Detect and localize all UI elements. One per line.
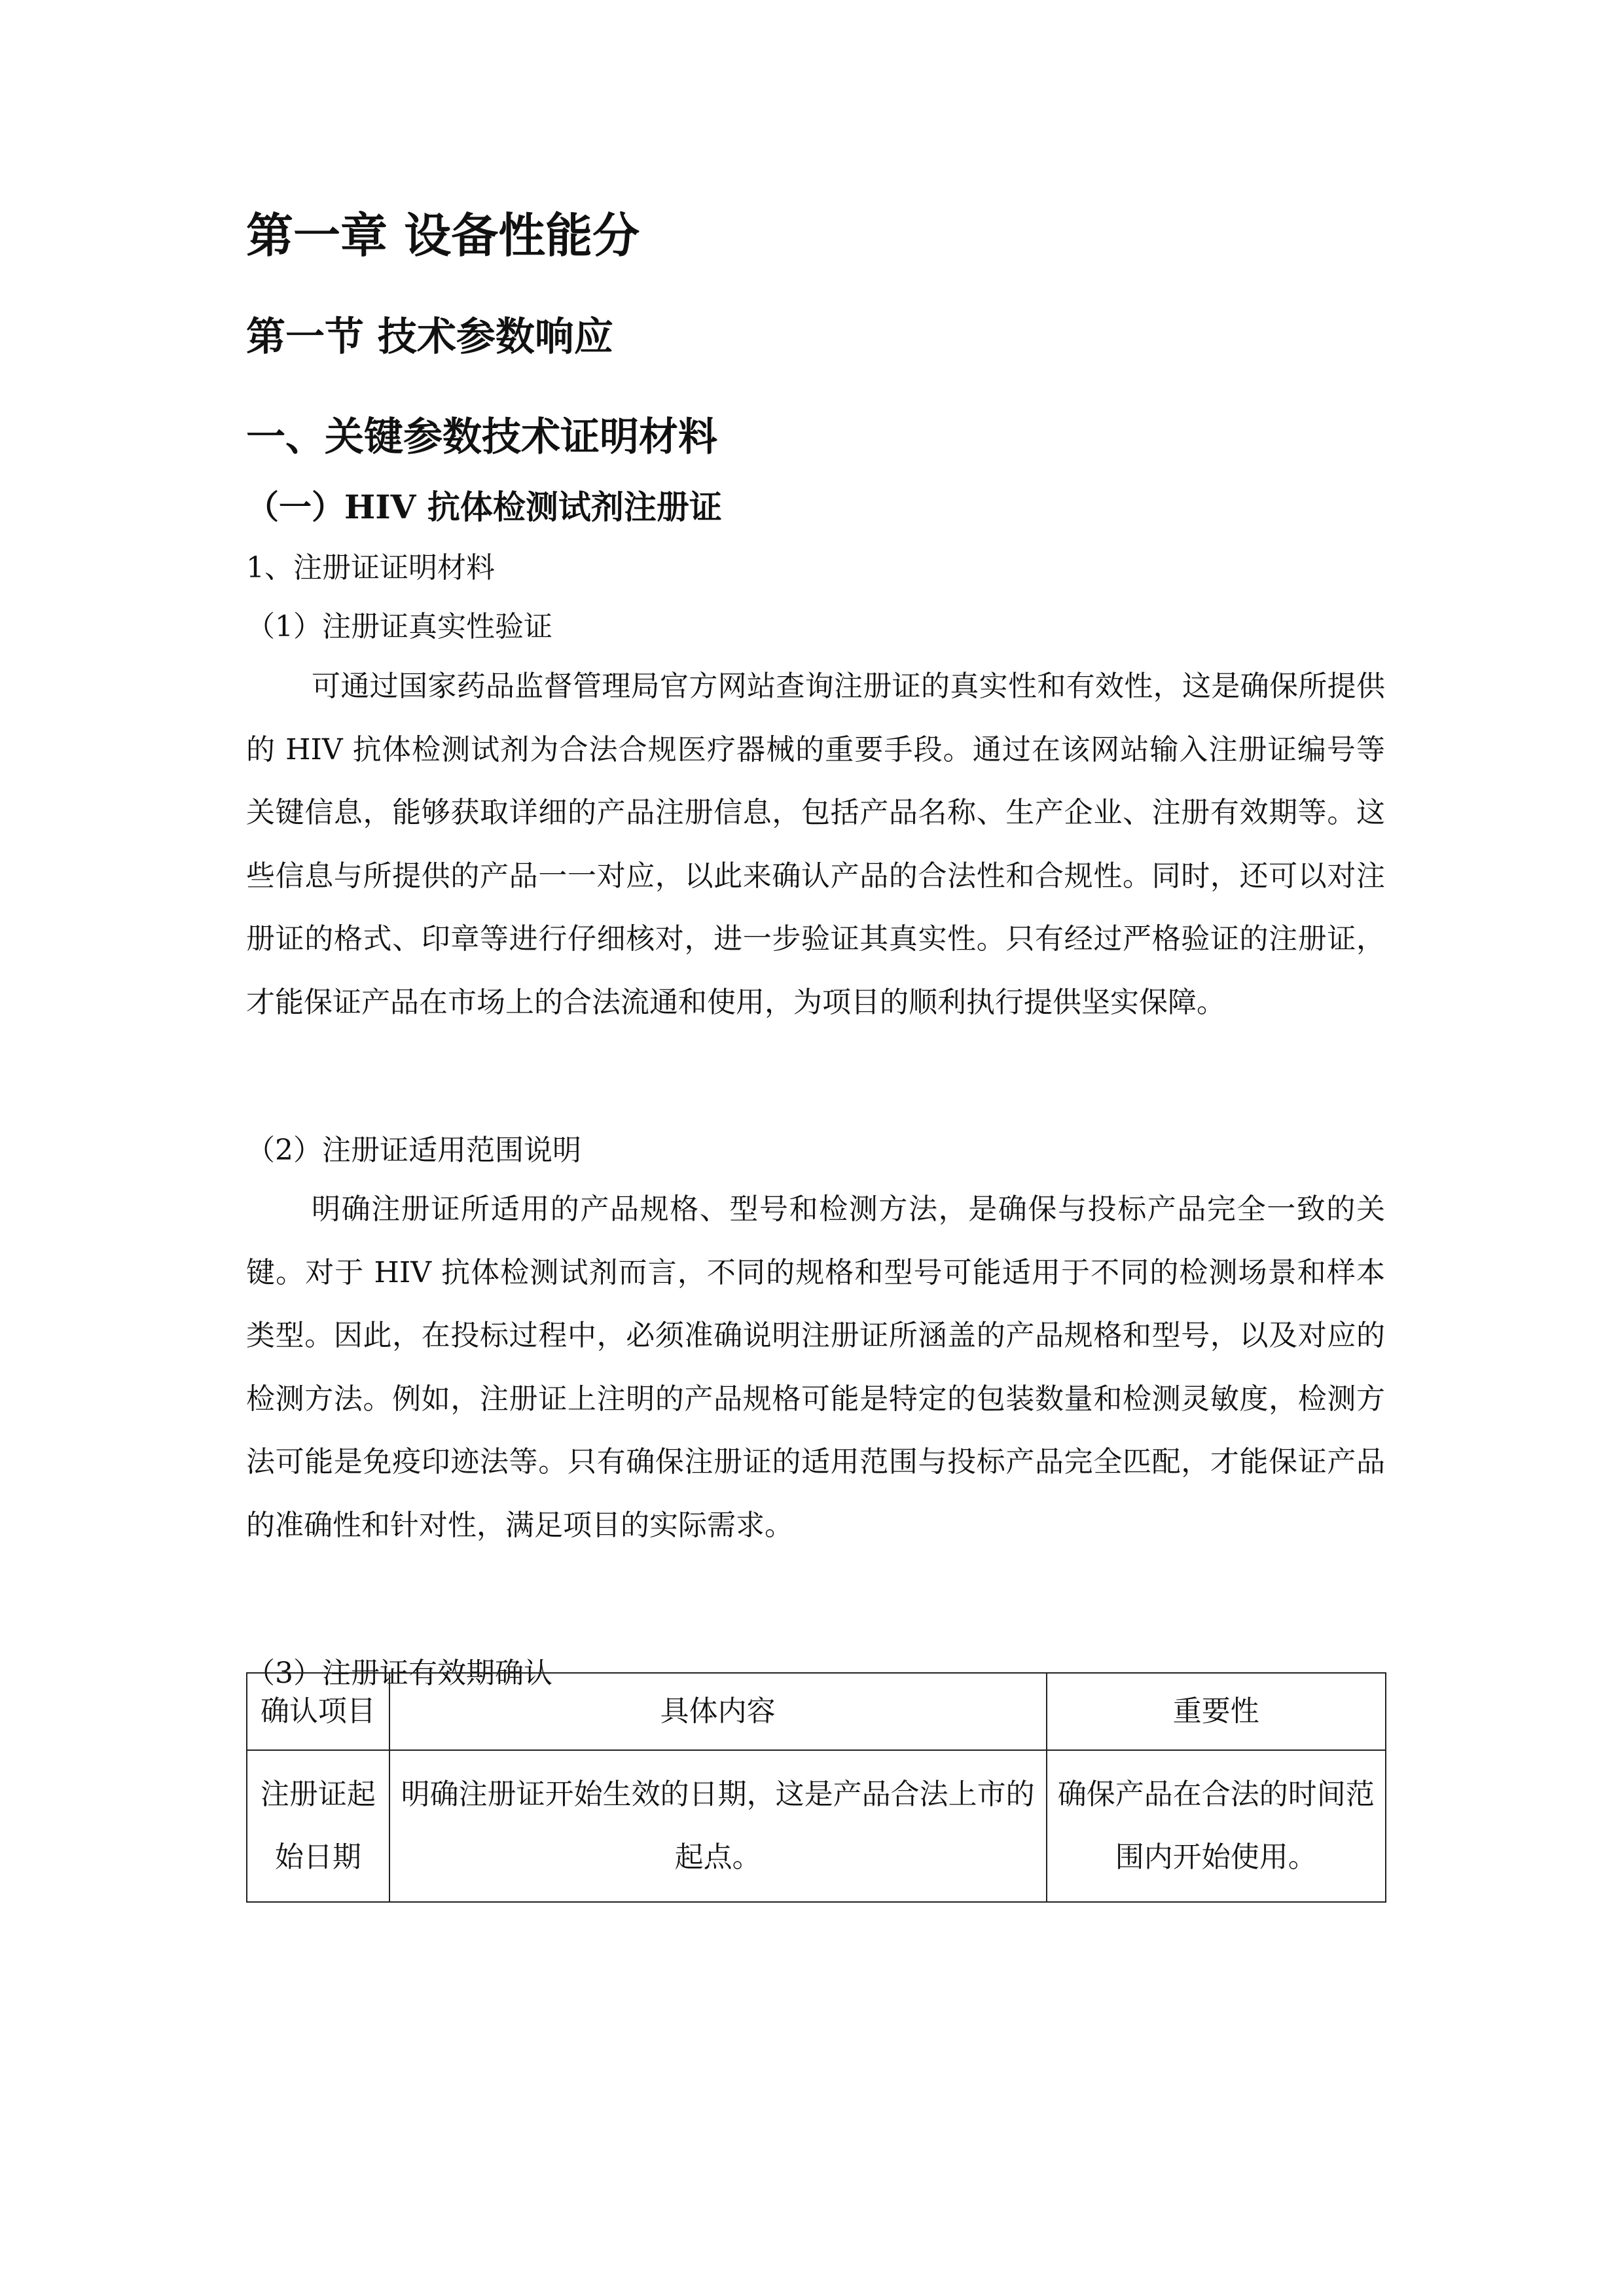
item-title: （一）HIV 抗体检测试剂注册证 [246, 488, 722, 526]
point-2-paragraph: 明确注册证所适用的产品规格、型号和检测方法，是确保与投标产品完全一致的关键。对于 HIV 抗体检测试剂而言，不同的规格和型号可能适用于不同的检测场景和样本类型。因此，在投标过程中，必须准确说明注册证所涵盖的产品规格和型号，以及对应的检测方法。例如，注册证上注明的产品规格可能是特定的包装数量和检测灵敏度，检测方法可能是免疫印迹法等。只有确保注册证的适用范围与投标产品完全匹配，才能保证产品的准确性和针对性，满足项目的实际需求。 [246, 1193, 1385, 1542]
subsection-title: 一、关键参数技术证明材料 [246, 414, 717, 460]
point-2-heading: （2）注册证适用范围说明 [246, 1134, 581, 1167]
point-1-heading: （1）注册证真实性验证 [246, 610, 552, 643]
point-3-heading: （3）注册证有效期确认 [246, 1657, 552, 1690]
table-header-cell: 具体内容 [389, 1673, 1047, 1750]
document-page [246, 0, 1385, 2296]
section-title: 第一节 技术参数响应 [246, 314, 613, 360]
point-1-paragraph: 可通过国家药品监督管理局官方网站查询注册证的真实性和有效性，这是确保所提供的 HIV 抗体检测试剂为合法合规医疗器械的重要手段。通过在该网站输入注册证编号等关键信息，能够获取详细的产品注册信息，包括产品名称、生产企业、注册有效期等。这些信息与所提供的产品一一对应，以此来确认产品的合法性和合规性。同时，还可以对注册证的格式、印章等进行仔细核对，进一步验证其真实性。只有经过严格验证的注册证，才能保证产品在市场上的合法流通和使用，为项目的顺利执行提供坚实保障。 [246, 670, 1385, 1019]
table-header-row [247, 1673, 1386, 1750]
validity-table [246, 1672, 1386, 1903]
table-cell: 注册证起始日期 [247, 1750, 389, 1902]
table-cell: 明确注册证开始生效的日期，这是产品合法上市的起点。 [389, 1750, 1047, 1902]
table-cell: 确保产品在合法的时间范围内开始使用。 [1047, 1750, 1386, 1902]
chapter-title: 第一章 设备性能分 [246, 208, 640, 263]
table-header-cell: 确认项目 [247, 1673, 389, 1750]
sub-item-heading: 1、注册证证明材料 [246, 551, 495, 584]
table-header-cell: 重要性 [1047, 1673, 1386, 1750]
table-row [247, 1750, 1386, 1902]
